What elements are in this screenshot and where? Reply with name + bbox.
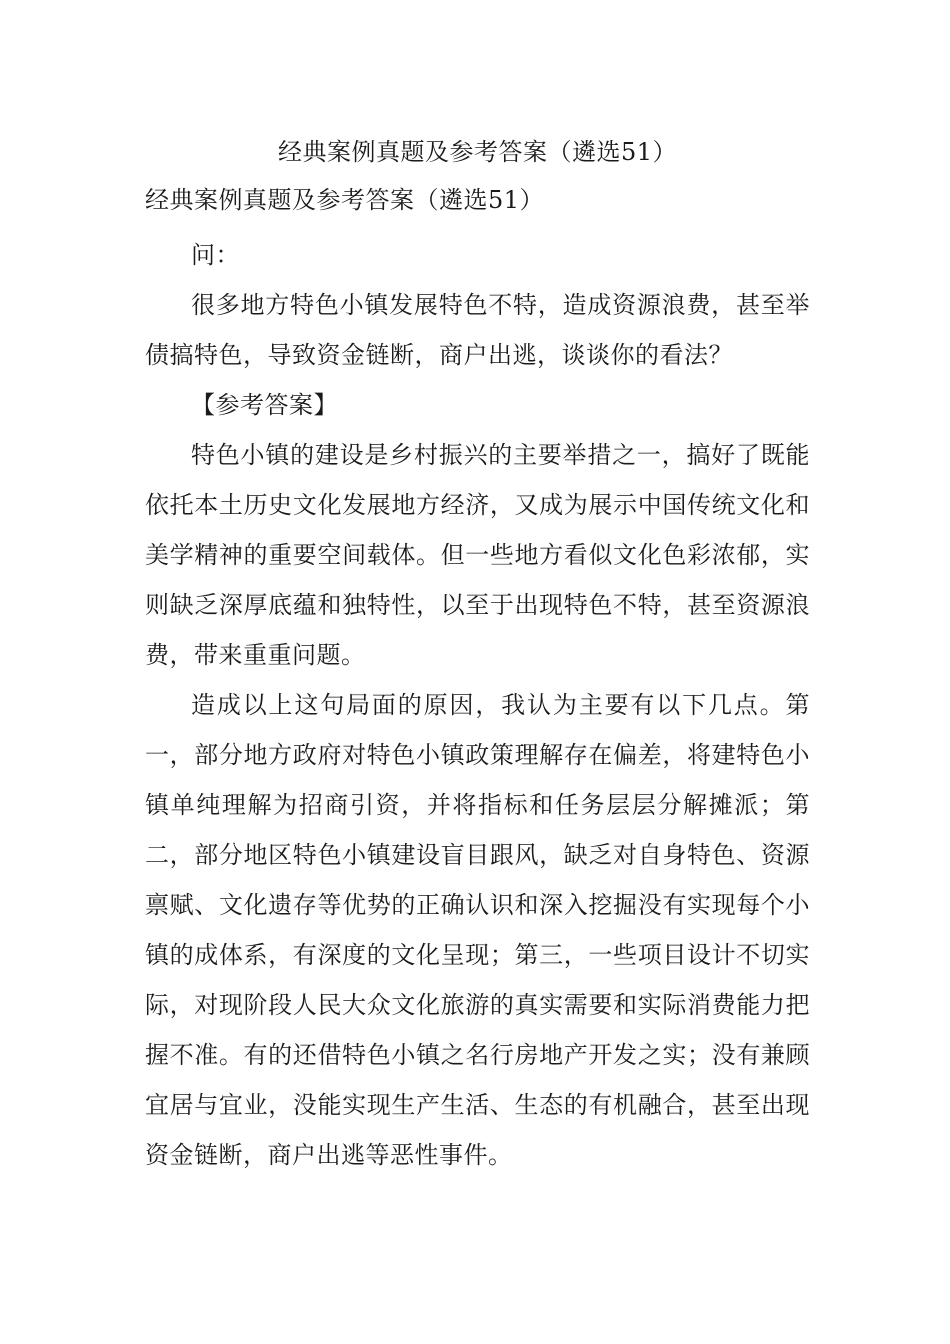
question-label: 问： (191, 241, 240, 269)
answer-paragraph: 造成以上这句局面的原因，我认为主要有以下几点。第一，部分地方政府对特色小镇政策理解存在偏差，将建特色小镇单纯理解为招商引资，并将指标和任务层层分解摊派；第二，部分地区特色小镇建设盲目跟风，缺乏对自身特色、资源禀赋、文化遗存等优势的正确认识和深入挖掘没有实现每个小镇的成体系，有深度的文化呈现；第三，一些项目设计不切实际，对现阶段人民大众文化旅游的真实需要和实际消费能力把握不准。有的还借特色小镇之名行房地产开发之实；没有兼顾宜居与宜业，没能实现生产生活、生态的有机融合，甚至出现资金链断，商户出逃等恶性事件。 (145, 691, 810, 1169)
document-body (145, 128, 810, 1180)
answer-paragraph: 特色小镇的建设是乡村振兴的主要举措之一，搞好了既能依托本土历史文化发展地方经济，又成为展示中国传统文化和美学精神的重要空间载体。但一些地方看似文化色彩浓郁，实则缺乏深厚底蕴和独特性，以至于出现特色不特，甚至资源浪费，带来重重问题。 (145, 441, 810, 669)
answer-label: 【参考答案】 (191, 391, 338, 419)
document-subtitle: 经典案例真题及参考答案（遴选51） (145, 186, 545, 214)
document-title: 经典案例真题及参考答案（遴选51） (277, 138, 678, 166)
question-text: 很多地方特色小镇发展特色不特，造成资源浪费，甚至举债搞特色，导致资金链断，商户出逃，谈谈你的看法？ (145, 291, 810, 369)
